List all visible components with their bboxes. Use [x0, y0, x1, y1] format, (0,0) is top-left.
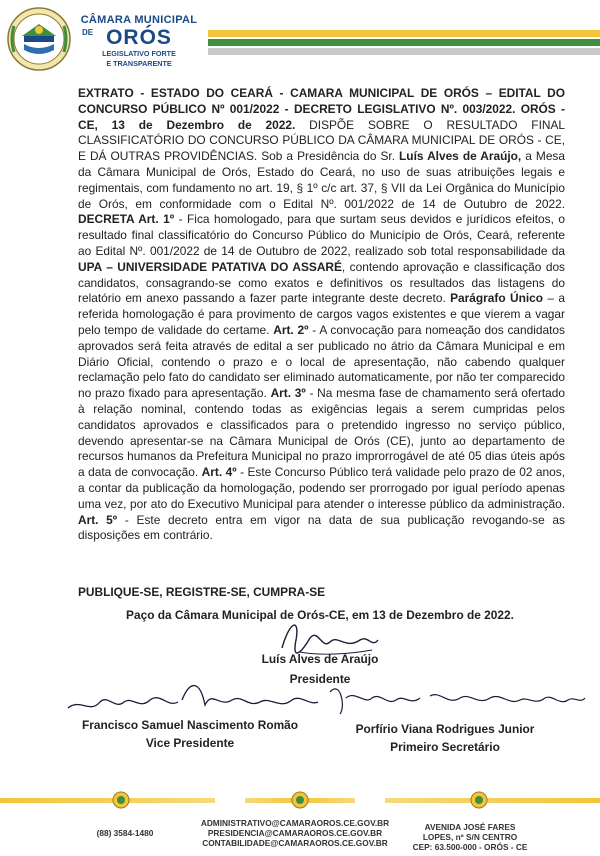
brand-chamber-label: CÂMARA MUNICIPAL	[80, 14, 198, 26]
footer-rule-right	[385, 798, 600, 803]
brand-de-label: DE	[82, 28, 94, 37]
decreta-label: DECRETA Art. 1º	[78, 212, 175, 227]
footer-phone: (88) 3584-1480	[96, 828, 154, 838]
president-role: Presidente	[289, 672, 351, 686]
stripe-yellow	[208, 30, 600, 37]
paragrafo-label: Parágrafo Único	[450, 291, 544, 306]
article-5: - Este decreto entra em vigor na data de sua publicação revogando-se as disposições em contrário.	[78, 512, 565, 543]
header-stripes	[208, 30, 600, 57]
footer-address-line-2: LOPES, nº S/N CENTRO	[422, 832, 518, 842]
article-3: - Na mesma fase de chamamento será ofertado à relação nominal, contendo todas as exigências legais a serem cumpridas pelos candidatos aprovados e classificados para o pretendido ingresso no serviço público, devendo apresentar-se na Câmara Municipal de Orós (CE), junto ao departamento de recursos humanos da Prefeitura Municipal no prazo improrrogável de até 05 dias úteis após a data de convocação.	[78, 386, 565, 480]
brand-tagline-2: E TRANSPARENTE	[106, 59, 172, 68]
vice-president-role: Vice Presidente	[145, 736, 235, 750]
decree-intro: DISPÕE SOBRE O RESULTADO FINAL CLASSIFICATÓRIO DO CONCURSO PÚBLICO DA CÂMARA MUNICIPAL DE ORÓS - CE, E DÁ OUTRAS PROVIDÊNCIAS. Sob a Presidência do Sr.	[78, 117, 566, 164]
secretary-name: Porfírio Viana Rodrigues Junior	[355, 722, 535, 736]
footer-emails	[190, 818, 400, 848]
article-4: - Este Concurso Público terá validade pelo prazo de 02 anos, a contar da publicação da homologação, podendo ser prorrogado por igual período apenas uma vez, por ato do Executivo Municipal para atender o interesse público da administração.	[78, 465, 565, 511]
decree-body	[78, 86, 565, 544]
footer-rule-left	[0, 798, 215, 803]
upa-name: UPA – UNIVERSIDADE PATATIVA DO ASSARÉ	[78, 259, 342, 274]
decree-title: EXTRATO - ESTADO DO CEARÁ - CAMARA MUNICIPAL DE ORÓS – EDITAL DO CONCURSO PÚBLICO Nº 001/2022 - DECRETO LEGISLATIVO Nº. 003/2022. ORÓS - CE, 13 de Dezembro de 2022.	[78, 86, 565, 132]
paragrafo-unico: – a referida homologação é para provimento de cargos vagos existentes e que vierem a vagar pelo tempo de validade do certame.	[78, 291, 565, 337]
brand-city-name: ORÓS	[106, 26, 172, 49]
stripe-green	[208, 39, 600, 46]
stripe-gray	[208, 48, 600, 55]
footer-seal-icon	[112, 791, 130, 809]
president-name: Luís Alves de Araújo	[261, 652, 379, 666]
article-2: - A convocação para nomeação dos candidatos aprovados será feita através de edital a ser publicado no átrio da Câmara Municipal e em Diário Oficial, contendo o prazo e o local de apresentação, não cabendo qualquer reclamação pelo fato do candidato ser eliminado automaticamente, por não ter comparecido no prazo fixado para apresentação.	[78, 322, 565, 401]
footer-email-accounting[interactable]: CONTABILIDADE@CAMARAOROS.CE.GOV.BR	[202, 838, 388, 848]
secretary-role: Primeiro Secretário	[390, 740, 500, 754]
decree-preamble: a Mesa da Câmara Municipal de Orós, Estado do Ceará, no uso de suas atribuições legais e regimentais, com fundamento no art. 19, § 1º c/c art. 37, § VII da Lei Orgânica do Município de Orós, em conformidade com o Edital Nº. 001/2022 de 14 de Outubro de 2022.	[78, 149, 565, 211]
article-4-label: Art. 4º	[201, 465, 237, 480]
article-1-cont: , contendo aprovação e classificação dos candidatos, consagrando-se como exatos e definitivos os resultados das listagens do relatório em anexo passando a fazer parte integrante deste decreto.	[78, 259, 565, 306]
footer-seal-icon	[291, 791, 309, 809]
article-5-label: Art. 5º	[78, 512, 118, 527]
vice-president-name: Francisco Samuel Nascimento Romão	[81, 718, 299, 732]
brand-tagline-1: LEGISLATIVO FORTE	[102, 49, 176, 58]
article-1: - Fica homologado, para que surtam seus devidos e jurídicos efeitos, o resultado final classificatório do Concurso Público do Município de Orós, Ceará, referente ao Edital Nº. 001/2022 de 14 de Outubro de 2022, realizado sob total responsabilidade da	[78, 212, 565, 258]
footer-email-admin[interactable]: ADMINISTRATIVO@CAMARAOROS.CE.GOV.BR	[200, 818, 390, 828]
letterhead	[0, 0, 600, 82]
paco-line: Paço da Câmara Municipal de Orós-CE, em 13 de Dezembro de 2022.	[126, 608, 514, 622]
footer-seal-icon	[470, 791, 488, 809]
president-name-inline: Luís Alves de Araújo,	[399, 149, 522, 164]
footer-address-line-1: AVENIDA JOSÉ FARES	[424, 822, 516, 832]
publique-line: PUBLIQUE-SE, REGISTRE-SE, CUMPRA-SE	[78, 585, 326, 599]
municipal-seal-icon	[6, 6, 72, 72]
footer-address	[400, 822, 540, 852]
article-2-label: Art. 2º	[273, 322, 309, 337]
footer-address-line-3: CEP: 63.500-000 - ORÓS - CE	[412, 842, 528, 852]
brand-block	[74, 14, 204, 68]
article-3-label: Art. 3º	[270, 386, 306, 401]
footer-email-presidency[interactable]: PRESIDENCIA@CAMARAOROS.CE.GOV.BR	[207, 828, 383, 838]
